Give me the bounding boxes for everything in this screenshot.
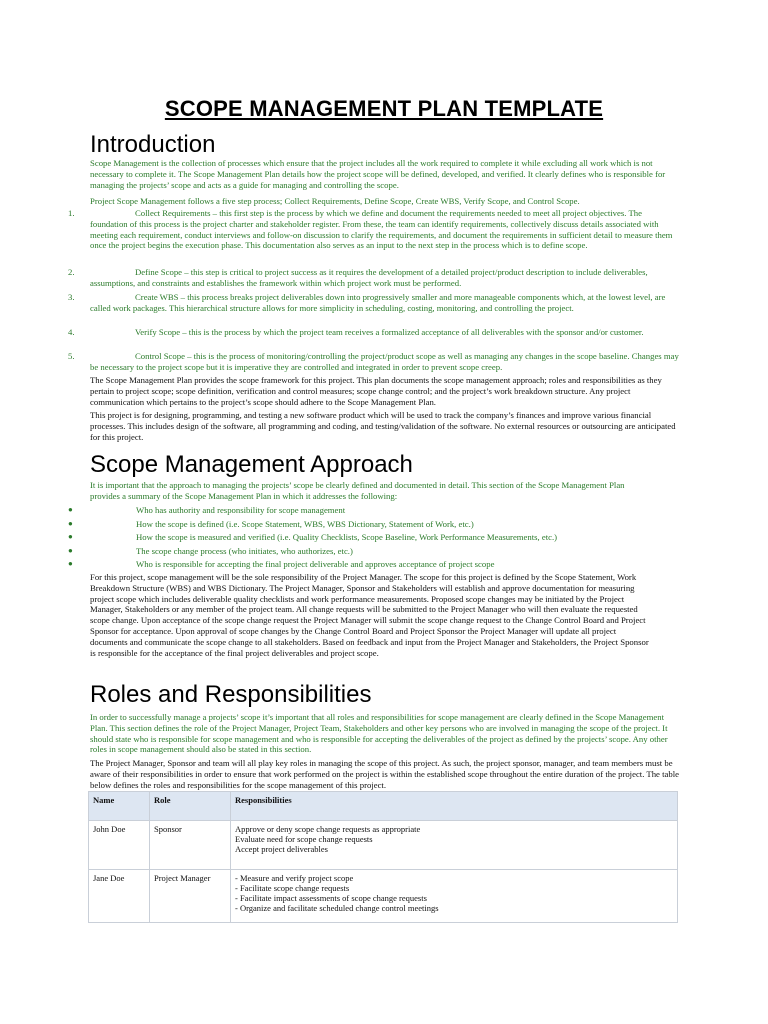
approach-bullet-5: Who is responsible for accepting the final project deliverable and approves acceptance of project scope (136, 559, 495, 569)
table-row (89, 821, 678, 870)
table-cell-name: John Doe (89, 821, 150, 870)
approach-body: For this project, scope management will be the sole responsibility of the Project Manager. The scope for this project is defined by the Scope Statement, Work Breakdown Structure (WBS) and WBS Dictionary. The Project Manager, Sponsor and Stakeholders will establish and approve documentation for measuring project scope which includes deliverable quality checklists and work performance measurements. Proposed scope changes may be initiated by the Project Manager, Stakeholders or any member of the project team. All change requests will be submitted to the Project Manager who will then evaluate the requested scope change. Upon acceptance of the scope change request the Project Manager will submit the scope change request to the Change Control Board and Project Sponsor for acceptance. Upon approval of scope changes by the Change Control Board and Project Sponsor the Project Manager will update all project documents and communicate the scope change to all stakeholders. Based on feedback and input from the Project Manager and Stakeholders, the Project Sponsor is responsible for the acceptance of the final project deliverables and project scope. (90, 572, 649, 658)
responsibility-item: - Organize and facilitate scheduled change control meetings (235, 903, 439, 913)
heading-scope-management-approach: Scope Management Approach (90, 451, 413, 478)
step-2-body: Define Scope – this step is critical to project success as it requires the development of a detailed project/product description to include deliverables, assumptions, and constraints and establishes the framework within which project work must be performed. (90, 267, 648, 288)
step-5-text (90, 351, 680, 373)
step-1-number: 1. (68, 208, 75, 218)
responsibility-item: Approve or deny scope change requests as appropriate (235, 824, 421, 834)
step-3-body: Create WBS – this process breaks project deliverables down into progressively smaller and more manageable components which, at the lowest level, are called work packages. This hierarchical structure allows for more simplicity in scheduling, costing, monitoring, and controlling the project. (90, 292, 666, 313)
document-title: SCOPE MANAGEMENT PLAN TEMPLATE (164, 96, 604, 121)
responsibility-item: - Measure and verify project scope (235, 873, 354, 883)
table-cell-responsibilities (231, 821, 678, 870)
table-header-role: Role (150, 792, 231, 821)
responsibility-item: - Facilitate scope change requests (235, 883, 350, 893)
table-cell-name: Jane Doe (89, 870, 150, 923)
roles-body: The Project Manager, Sponsor and team will all play key roles in managing the scope of this project. As such, the project sponsor, manager, and team members must be aware of their responsibilities in order to ensure that work performed on the project is within the established scope throughout the entire duration of the project. The table below defines the roles and responsibilities for the scope management of this project. (90, 758, 679, 790)
responsibility-item: - Facilitate impact assessments of scope change requests (235, 893, 427, 903)
step-3-number: 3. (68, 292, 75, 302)
intro-paragraph-3: The Scope Management Plan provides the scope framework for this project. This plan documents the scope management approach; roles and responsibilities as they pertain to project scope; scope definition, verification and control measures; scope change control; and the project’s work breakdown structure. Any project communication which pertains to the project’s scope should adhere to the Scope Management Plan. (90, 375, 662, 407)
intro-paragraph-1: Scope Management is the collection of processes which ensure that the project includes all the work required to complete it while excluding all work which is not necessary to complete it. The Scope Management Plan details how the project scope will be defined, developed, and verified. It clearly defines who is responsible for managing the projects’ scope and acts as a guide for managing and controlling the scope. (90, 158, 666, 190)
step-5-number: 5. (68, 351, 75, 361)
heading-roles-responsibilities: Roles and Responsibilities (90, 681, 372, 708)
roles-intro: In order to successfully manage a projects’ scope it’s important that all roles and responsibilities for scope management are clearly defined in the Scope Management Plan. This section defines the role of the Project Manager, Project Team, Stakeholders and other key persons who are involved in managing the scope of the project. It should state who is responsible for scope management and who is responsible for accepting the deliverables of the project as defined by the projects’ scope. Any other roles in scope management should also be stated in this section. (90, 712, 668, 755)
responsibility-item: Accept project deliverables (235, 844, 328, 854)
table-row (89, 870, 678, 923)
step-4-number: 4. (68, 327, 75, 337)
approach-intro: It is important that the approach to managing the projects’ scope be clearly defined and documented in detail. This section of the Scope Management Plan provides a summary of the Scope Management Plan in which it addresses the following: (90, 480, 625, 501)
bullet-icon: ● (68, 546, 73, 555)
approach-bullet-1: Who has authority and responsibility for scope management (136, 505, 346, 515)
table-header-responsibilities: Responsibilities (231, 792, 678, 821)
table-header-name: Name (89, 792, 150, 821)
intro-paragraph-4: This project is for designing, programming, and testing a new software product which will be used to track the company’s finances and improve various financial processes. This includes design of the software, all programming and coding, and testing/validation of the software. No external resources or outsourcing are anticipated for this project. (90, 410, 676, 442)
approach-bullet-4: The scope change process (who initiates, who authorizes, etc.) (136, 546, 353, 556)
approach-bullet-3: How the scope is measured and verified (i.e. Quality Checklists, Scope Baseline, Work Performance Measurements, etc.) (136, 532, 558, 542)
intro-paragraph-2: Project Scope Management follows a five step process; Collect Requirements, Define Scope, Create WBS, Verify Scope, and Control Scope. (90, 196, 580, 206)
step-1-text (90, 208, 680, 251)
step-2-number: 2. (68, 267, 75, 277)
table-header-row (89, 792, 678, 821)
bullet-icon: ● (68, 519, 73, 528)
step-1-body: Collect Requirements – this first step is the process by which we define and document the requirements needed to meet all project objectives. The foundation of this process is the project charter and stakeholder register. From these, the team can identify requirements, collectively discuss details associated with meeting each requirement, conduct interviews and follow-on discussion to clarify the requirements, and document the requirements in sufficient detail to measure them once the project begins the execution phase. This documentation also serves as an input to the next step in the process which is to define scope. (90, 208, 673, 251)
responsibility-item: Evaluate need for scope change requests (235, 834, 373, 844)
step-4-body: Verify Scope – this is the process by which the project team receives a formalized acceptance of all deliverables with the sponsor and/or customer. (135, 327, 644, 337)
step-5-body: Control Scope – this is the process of monitoring/controlling the project/product scope as well as managing any changes in the scope baseline. Changes may be necessary to the project scope but it is imperative they are controlled and integrated in order to prevent scope creep. (90, 351, 679, 372)
step-3-text (90, 292, 680, 314)
bullet-icon: ● (68, 505, 73, 514)
table-cell-role: Project Manager (150, 870, 231, 923)
step-2-text (90, 267, 680, 289)
bullet-icon: ● (68, 559, 73, 568)
table-cell-role: Sponsor (150, 821, 231, 870)
step-4-text (90, 327, 680, 338)
roles-table (88, 791, 678, 923)
bullet-icon: ● (68, 532, 73, 541)
heading-introduction: Introduction (90, 131, 216, 158)
table-cell-responsibilities (231, 870, 678, 923)
approach-bullet-2: How the scope is defined (i.e. Scope Statement, WBS, WBS Dictionary, Statement of Work, etc.) (136, 519, 474, 529)
